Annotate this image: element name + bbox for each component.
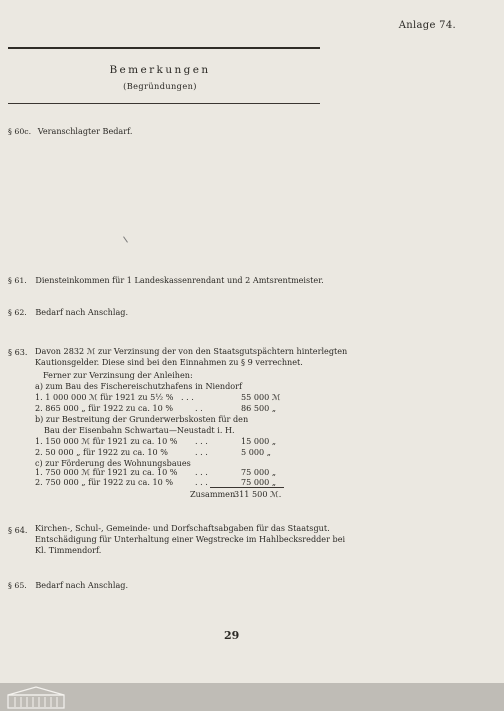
note-line: Davon 2832 ℳ zur Verzinsung der von den Staatsgutspächtern hinterlegten xyxy=(35,346,348,356)
note-60c xyxy=(8,126,132,136)
group-b-item-1: 1. 150 000 ℳ für 1921 zu ca. 10 % xyxy=(35,436,178,446)
section-title: Bemerkungen xyxy=(109,64,211,76)
dot-leader: . . . xyxy=(181,392,194,402)
group-a-item-2: 2. 865 000 „ für 1922 zu ca. 10 % xyxy=(35,403,174,413)
dot-leader: . . . xyxy=(195,477,208,487)
note-ref: § 63. xyxy=(8,347,28,357)
group-c-item-1: 1. 750 000 ℳ für 1921 zu ca. 10 % xyxy=(35,467,178,477)
group-c-item-2: 2. 750 000 „ für 1922 zu ca. 10 % xyxy=(35,477,174,487)
total-value: 311 500 ℳ. xyxy=(234,489,282,499)
note-line: Kautionsgelder. Diese sind bei den Einnahmen zu § 9 verrechnet. xyxy=(35,357,303,367)
group-a-item-1: 1. 1 000 000 ℳ für 1921 zu 5½ % xyxy=(35,392,174,402)
note-62 xyxy=(8,307,128,317)
note-65 xyxy=(8,580,128,590)
group-c-value-1: 75 000 „ xyxy=(241,467,277,477)
note-line: Ferner zur Verzinsung der Anleihen: xyxy=(43,370,193,380)
page-number: 29 xyxy=(224,629,240,642)
note-ref: § 60c. xyxy=(8,127,32,136)
group-a-value-1: 55 000 ℳ xyxy=(241,392,281,402)
note-ref: § 64. xyxy=(8,525,28,535)
dot-leader: . . . xyxy=(195,467,208,477)
library-building-logo-icon xyxy=(6,685,66,709)
group-b-value-2: 5 000 „ xyxy=(241,447,271,457)
note-text: Diensteinkommen für 1 Landeskassenrendant und 2 Amtsrentmeister. xyxy=(35,275,324,285)
sum-rule xyxy=(210,487,284,488)
group-a-value-2: 86 500 „ xyxy=(241,403,277,413)
note-ref: § 61. xyxy=(8,276,27,285)
viewer-footer-strip xyxy=(0,683,504,711)
header-rule-bottom xyxy=(8,103,320,104)
group-b-heading-2: Bau der Eisenbahn Schwartau—Neustadt i. H. xyxy=(44,425,235,435)
group-c-value-2: 75 000 „ xyxy=(241,477,277,487)
group-b-item-2: 2. 50 000 „ für 1922 zu ca. 10 % xyxy=(35,447,168,457)
annex-label: Anlage 74. xyxy=(398,20,456,31)
note-text: Bedarf nach Anschlag. xyxy=(35,307,129,317)
group-a-heading: a) zum Bau des Fischereischutzhafens in Niendorf xyxy=(35,381,243,391)
note-ref: § 62. xyxy=(8,308,27,317)
header-rule-top xyxy=(8,47,320,49)
group-b-heading-1: b) zur Bestreitung der Grunderwerbskosten für den xyxy=(35,414,249,424)
note-ref: § 65. xyxy=(8,581,27,590)
group-b-value-1: 15 000 „ xyxy=(241,436,277,446)
dot-leader: . . . xyxy=(195,447,208,457)
section-subtitle: (Begründungen) xyxy=(123,81,197,91)
total-label: Zusammen xyxy=(190,489,236,499)
dot-leader: . . . xyxy=(195,436,208,446)
pencil-mark xyxy=(123,236,128,242)
note-61 xyxy=(8,275,324,285)
note-text: Bedarf nach Anschlag. xyxy=(35,580,129,590)
note-line: Kl. Timmendorf. xyxy=(35,545,102,555)
note-text: Veranschlagter Bedarf. xyxy=(37,126,133,136)
note-line: Kirchen-, Schul-, Gemeinde- und Dorfschaftsabgaben für das Staatsgut. xyxy=(35,523,330,533)
dot-leader: . . xyxy=(195,403,203,413)
group-c-heading: c) zur Förderung des Wohnungsbaues xyxy=(35,458,191,468)
note-line: Entschädigung für Unterhaltung einer Wegstrecke im Hahlbecksredder bei xyxy=(35,534,346,544)
